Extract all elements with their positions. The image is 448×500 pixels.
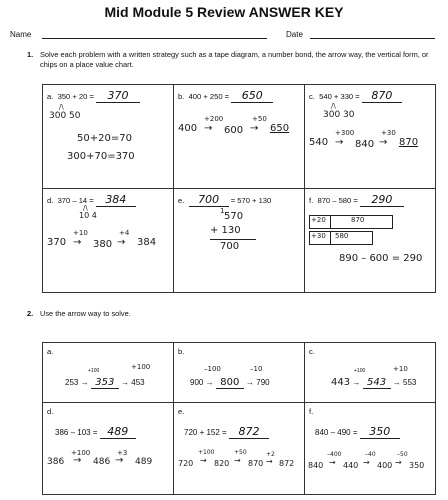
q2-cell-a: a. +100 +100 253 → 353 → 453 [43,343,174,403]
q1-cell-a: a. 350 + 20 = 370 /\ 300 50 50+20=70 300+70=370 [43,85,174,189]
answer: 384 [96,193,136,207]
q2-cell-f: f. 840 – 490 = 350 840 –400 → 440 –40 → 400 –50 → 350 [305,403,436,495]
q1-cell-d: d. 370 – 14 = 384 /\ 10 4 370 +10 → 380 +4 → 384 [43,189,174,293]
q2-cell-b: b. –100 –10 900 → 800 → 790 [174,343,305,403]
name-line [42,38,267,39]
q2-cell-c: c. +100 +10 443 → 543 → 553 [305,343,436,403]
q2-cell-e: e. 720 + 152 = 872 720 +100 → 820 +50 → 870 +2 → 872 [174,403,305,495]
name-label: Name [10,30,32,39]
q2-number: 2. [27,309,34,318]
q1-cell-f: f. 870 – 580 = 290 +20 870 +30 580 890 – 600 = 290 [305,189,436,293]
q2-grid [42,342,436,495]
q1-cell-e: e. 700 = 570 + 130 1 570 + 130 700 [174,189,305,293]
answer: 700 [189,193,229,207]
answer: 489 [100,425,136,439]
q2-instruction: Use the arrow way to solve. [40,309,131,318]
q1-cell-c: c. 540 + 330 = 870 /\ 300 30 540 +300 → 840 +30 → 870 [305,85,436,189]
q1-cell-b: b. 400 + 250 = 650 400 +200 → 600 +50 → 650 [174,85,305,189]
page-title: Mid Module 5 Review ANSWER KEY [104,4,344,20]
date-label: Date [286,30,303,39]
q2-cell-d: d. 386 – 103 = 489 386 +100 → 486 +3 → 489 [43,403,174,495]
answer: 872 [229,425,269,439]
q1-instruction: Solve each problem with a written strategy such as a tape diagram, a number bond, the arrow way, the vertical form, or chips on a place value chart. [40,50,429,69]
answer: 350 [360,425,400,439]
date-line [310,38,435,39]
answer: 370 [96,89,140,103]
answer: 870 [362,89,402,103]
answer: 290 [360,193,404,207]
q1-number: 1. [27,50,34,59]
q1-grid [42,84,436,293]
answer: 650 [231,89,273,103]
